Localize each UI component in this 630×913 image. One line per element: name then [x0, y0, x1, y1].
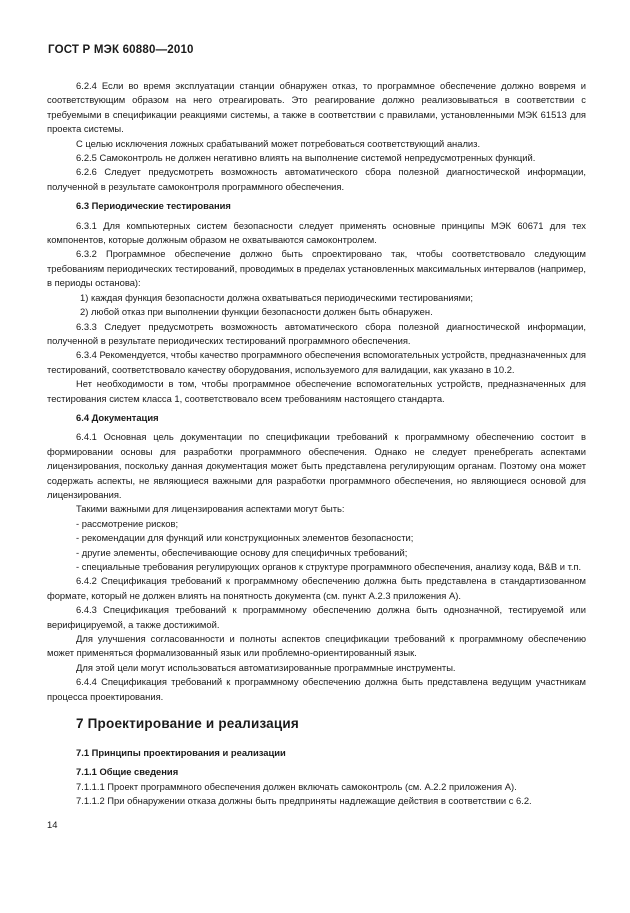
list-item: - специальные требования регулирующих органов к структуре программного обеспечения, анализу кода, B&B и т.п. — [76, 561, 582, 572]
paragraph-list-intro: Такими важными для лицензирования аспектами могут быть: — [76, 503, 345, 515]
paragraph-note: Для этой цели могут использоваться автоматизированные программные инструменты. — [76, 661, 456, 673]
paragraph-6-2-5: 6.2.5 Самоконтроль не должен негативно влиять на выполнение системой непредусмотренных функций. — [76, 152, 536, 164]
page-header: ГОСТ Р МЭК 60880—2010 — [48, 44, 194, 56]
list-item: - рассмотрение рисков; — [76, 517, 179, 529]
paragraph-6-3-1: 6.3.1 Для компьютерных систем безопасности следует применять основные принципы МЭК 60671 для тех компонентов, которые должным образом не охватываются самоконтролем. — [47, 219, 586, 246]
section-heading-6-3: 6.3 Периодические тестирования — [76, 200, 231, 212]
chapter-heading-7: 7 Проектирование и реализация — [76, 716, 299, 732]
paragraph-note: С целью исключения ложных срабатываний может потребоваться соответствующий анализ. — [76, 137, 481, 149]
section-heading-6-4: 6.4 Документация — [76, 411, 159, 423]
section-heading-7-1: 7.1 Принципы проектирования и реализации — [76, 747, 286, 759]
paragraph-6-4-2: 6.4.2 Спецификация требований к программному обеспечению должна быть представлена в стандартизованном формате, который не должен влиять на понятность документа (см. пункт А.2.3 приложения А). — [47, 575, 586, 601]
list-item: 1) каждая функция безопасности должна охватываться периодическими тестированиями; — [80, 291, 473, 303]
paragraph-6-4-1: 6.4.1 Основная цель документации по спецификации требований к программному обеспечению состоит в формировании основы для разработки программного обеспечения. Однако не следует пренебрегать аспектами лицензирования, поскольку данная документация может быть представлена регулирующим органам. Поэтому она может содержать аспекты, не являющиеся важными для разработки программного обеспечения, но являющиеся основой для лицензирования. — [47, 431, 586, 500]
paragraph-7-1-1-2: 7.1.1.2 При обнаружении отказа должны быть предприняты надлежащие действия в соответствии с 6.2. — [76, 795, 532, 807]
list-item: - рекомендации для функций или конструкционных элементов безопасности; — [76, 532, 414, 544]
paragraph-6-4-4: 6.4.4 Спецификация требований к программному обеспечению должна быть представлена ведущим участникам процесса проектирования. — [47, 676, 586, 702]
paragraph-note: Нет необходимости в том, чтобы программное обеспечение вспомогательных устройств, предназначенных для тестирования систем класса 1, соответствовало всем требованиям настоящего стандарта. — [47, 378, 586, 404]
paragraph-6-3-2: 6.3.2 Программное обеспечение должно быть спроектировано так, чтобы соответствовало следующим требованиям периодических тестирований, проводимых в пределах установленных максимальных интервалов (например, в периоды останова): — [47, 248, 586, 289]
paragraph-note: Для улучшения согласованности и полноты аспектов спецификации требований к программному обеспечению может применяться формализованный язык или проблемно-ориентированный язык. — [47, 633, 586, 659]
paragraph-6-3-4: 6.3.4 Рекомендуется, чтобы качество программного обеспечения вспомогательных устройств, предназначенных для тестирований, соответствовало качеству оборудования, используемого для валидации, как указано в 10.2. — [47, 349, 587, 375]
subsection-heading-7-1-1: 7.1.1 Общие сведения — [76, 766, 179, 778]
paragraph-6-2-4: 6.2.4 Если во время эксплуатации станции обнаружен отказ, то программное обеспечение должно вовремя и соответствующим образом на него отреагировать. Это реагирование должно реализовываться в соответствии с требуемыми в спецификации реакциями системы, а также в соответствии с правилами, установленными МЭК 61513 для проекта системы. — [47, 80, 586, 135]
paragraph-6-2-6: 6.2.6 Следует предусмотреть возможность автоматического сбора полезной диагностической информации, полученной в результате самоконтроля программного обеспечения. — [47, 166, 586, 192]
list-item: 2) любой отказ при выполнении функции безопасности должен быть обнаружен. — [80, 306, 433, 318]
paragraph-6-4-3: 6.4.3 Спецификация требований к программному обеспечению должна быть однозначной, тестируемой или верифицируемой, а также достижимой. — [47, 604, 586, 630]
paragraph-6-3-3: 6.3.3 Следует предусмотреть возможность автоматического сбора полезной диагностической информации, полученной в результате периодических тестирований программного обеспечения. — [47, 320, 586, 346]
paragraph-7-1-1-1: 7.1.1.1 Проект программного обеспечения должен включать самоконтроль (см. А.2.2 приложения А). — [76, 780, 517, 792]
page-number: 14 — [47, 818, 58, 830]
list-item: - другие элементы, обеспечивающие основу для специфичных требований; — [76, 546, 408, 558]
